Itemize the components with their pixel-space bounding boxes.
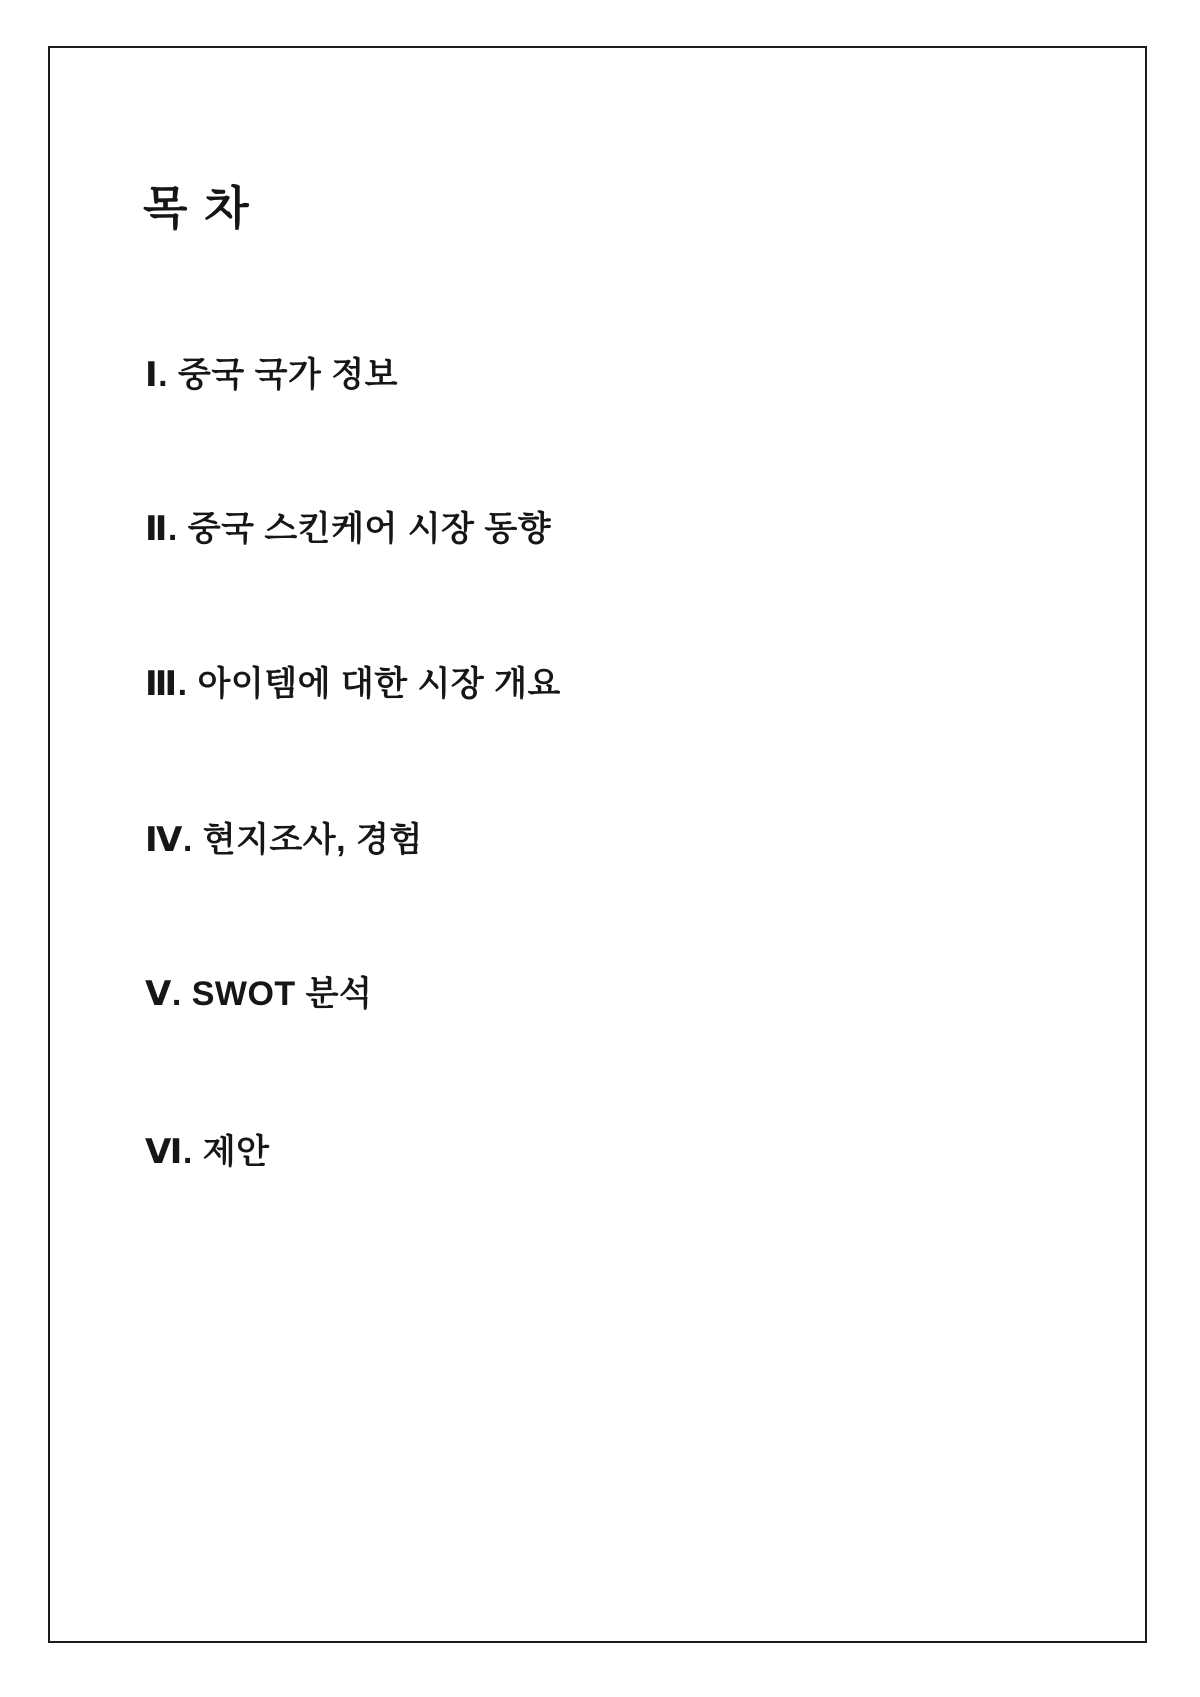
toc-item-6-proposal: Ⅵ. 제안 [145, 1133, 270, 1171]
toc-item-5-swot-analysis: Ⅴ. SWOT 분석 [145, 975, 373, 1013]
toc-item-4-field-research-experience: Ⅳ. 현지조사, 경험 [145, 821, 423, 859]
page-title: 목 차 [143, 182, 251, 234]
toc-item-1-china-country-info: Ⅰ. 중국 국가 정보 [145, 356, 398, 394]
toc-item-3-item-market-overview: Ⅲ. 아이템에 대한 시장 개요 [145, 665, 561, 703]
toc-item-2-china-skincare-market-trends: Ⅱ. 중국 스킨케어 시장 동향 [145, 510, 552, 548]
